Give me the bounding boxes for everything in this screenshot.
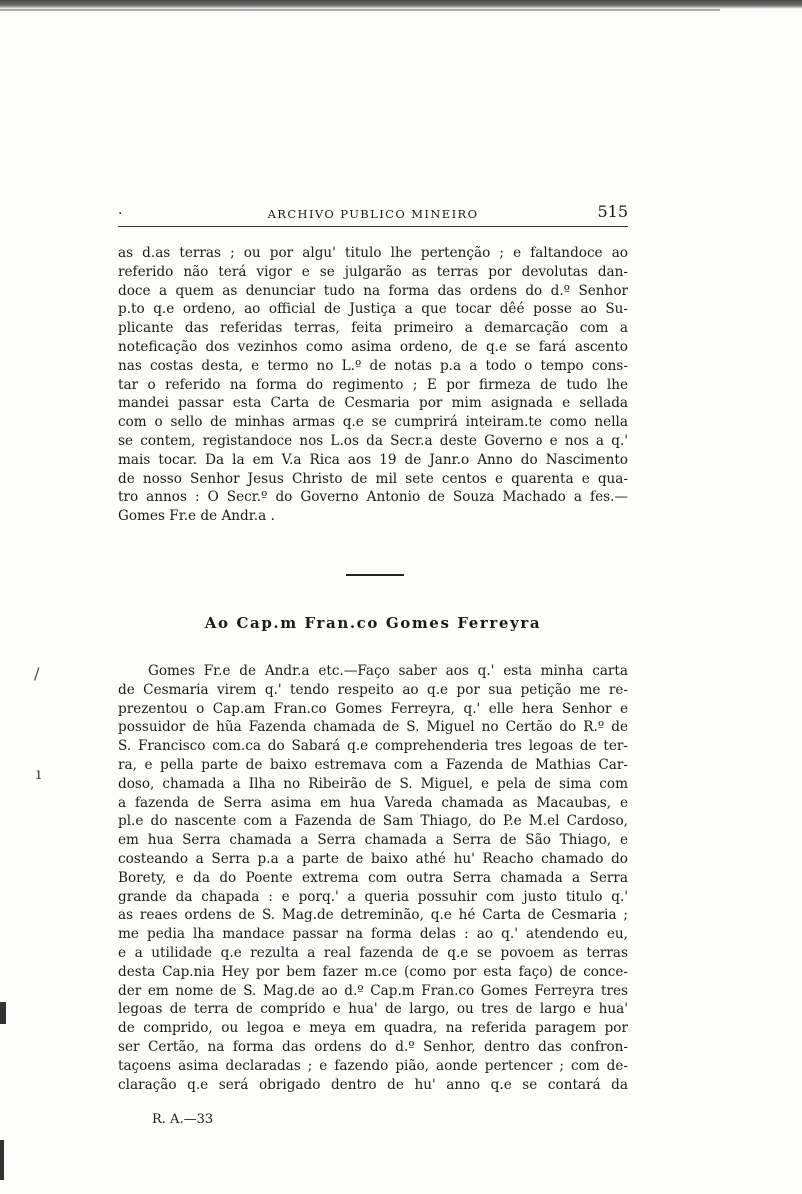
text-line: Gomes Fr.e de Andr.a .	[118, 508, 275, 525]
text-line: de comprido, ou legoa e meya em quadra, na referida paragem por	[118, 1020, 628, 1037]
running-head-title: ARCHIVO PUBLICO MINEIRO	[267, 207, 479, 221]
text-line: tro annos : O Secr.º do Governo Antonio de Souza Machado a fes.—	[118, 489, 628, 506]
text-line: plicante das referidas terras, feita primeiro a demarcação com a	[118, 320, 628, 337]
text-line: prezentou o Cap.am Fran.co Gomes Ferreyra, q.' elle hera Senhor e	[118, 700, 628, 717]
text-line: as reaes ordens de S. Mag.de detreminão, q.e hé Carta de Cesmaria ;	[118, 907, 628, 924]
section-divider	[346, 574, 404, 576]
left-edge-mark	[0, 1140, 4, 1180]
text-line: Gomes Fr.e de Andr.a etc.—Faço saber aos q.' esta minha carta	[148, 663, 628, 679]
text-line: a fazenda de Serra asima em hua Vareda chamada as Macaubas, e	[118, 794, 628, 811]
text-line: possuidor de hũa Fazenda chamada de S. Miguel no Certão do R.º de	[118, 719, 628, 736]
text-line: nas costas desta, e termo no L.º de notas p.a a todo o tempo cons-	[118, 357, 628, 374]
text-line: costeando a Serra p.a a parte de baixo athé hu' Reacho chamado do	[118, 850, 628, 867]
section-title: Ao Cap.m Fran.co Gomes Ferreyra	[204, 614, 542, 632]
text-line: desta Cap.nia Hey por bem fazer m.ce (como por esta faço) de conce-	[118, 963, 628, 980]
text-line: taçoens asima declaradas ; e fazendo pião, aonde pertencer ; com de-	[118, 1057, 628, 1074]
running-head	[118, 202, 628, 224]
text-line: pl.e do nascente com a Fazenda de Sam Thiago, do P.e M.el Cardoso,	[118, 813, 628, 830]
text-line: der em nome de S. Mag.de ao d.º Cap.m Fran.co Gomes Ferreyra tres	[118, 982, 628, 999]
text-line: de Cesmaria virem q.' tendo respeito ao q.e por sua petição me re-	[118, 681, 628, 698]
running-head-mark: ·	[118, 206, 123, 222]
text-line: se contem, registandoce nos L.os da Secr.a deste Governo e nos a q.'	[118, 432, 628, 449]
text-line: referido não terá vigor e se julgarão as terras por devolutas dan-	[118, 263, 628, 280]
text-line: legoas de terra de comprido e hua' de largo, ou tres de largo e hua'	[118, 1001, 628, 1018]
page-number: 515	[597, 202, 628, 221]
top-edge-shadow	[0, 0, 802, 9]
left-edge-mark	[0, 1002, 6, 1024]
text-line: e a utilidade q.e rezulta a real fazenda de q.e se povoem as terras	[118, 944, 628, 961]
text-line: com o sello de minhas armas q.e se cumprirá inteiram.te como nella	[118, 414, 628, 431]
margin-tick-mark: /	[34, 664, 40, 683]
running-head-rule	[118, 226, 628, 227]
text-line: noteficação dos vezinhos como asima ordeno, de q.e se fará ascento	[118, 338, 628, 355]
text-line: mais tocar. Da la em V.a Rica aos 19 de Janr.o Anno do Nascimento	[118, 451, 628, 468]
text-line: p.to q.e ordeno, ao official de Justiça a que tocar dêé posse ao Su-	[118, 301, 628, 318]
top-edge-line	[0, 9, 720, 11]
text-line: Borety, e da do Poente extrema com outra Serra chamada a Serra	[118, 869, 628, 886]
text-line: grande da chapada : e porq.' a queria possuhir com justo titulo q.'	[118, 888, 628, 905]
signature-mark: R. A.—33	[152, 1112, 214, 1127]
text-line: em hua Serra chamada a Serra chamada a Serra de São Thiago, e	[118, 832, 628, 849]
text-line: doce a quem as denunciar tudo na forma das ordens do d.º Senhor	[118, 282, 628, 299]
text-line: mandei passar esta Carta de Cesmaria por mim asignada e sellada	[118, 395, 628, 412]
text-line: claração q.e será obrigado dentro de hu' anno q.e se contará da	[118, 1076, 628, 1093]
text-line: ser Certão, na forma das ordens do d.º Senhor, dentro das confron-	[118, 1038, 628, 1055]
text-line: S. Francisco com.ca do Sabará q.e comprehenderia tres legoas de ter-	[118, 738, 628, 755]
text-line: ra, e pella parte de baixo estremava com a Fazenda de Mathias Car-	[118, 756, 628, 773]
text-line: doso, chamada a Ilha no Ribeirão de S. Miguel, e pela de sima com	[118, 775, 628, 792]
text-line: as d.as terras ; ou por algu' titulo lhe pertenção ; e faltandoce ao	[118, 245, 628, 261]
paragraph-continuation	[118, 244, 628, 526]
text-line: tar o referido na forma do regimento ; E por firmeza de tudo lhe	[118, 376, 628, 393]
text-line: me pedia lha mandace passar na forma delas : ao q.' atendendo eu,	[118, 926, 628, 943]
text-line: de nosso Senhor Jesus Christo de mil sete centos e quarenta e qua-	[118, 470, 628, 487]
paragraph-grant	[118, 662, 628, 1094]
margin-tick-mark: ı	[36, 764, 42, 783]
